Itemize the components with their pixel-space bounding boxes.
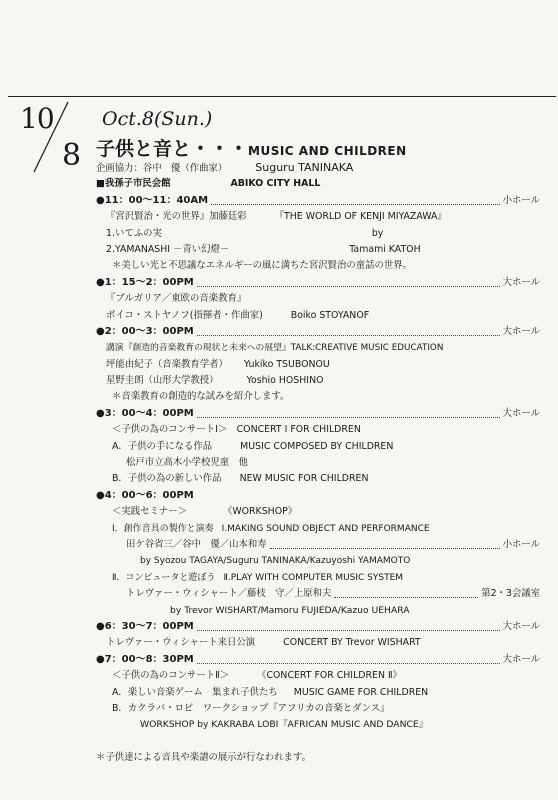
planning-en: Suguru TANINAKA bbox=[255, 161, 354, 174]
s6-line1: トレヴァー・ウィシャート来日公演 CONCERT BY Trevor WISHART bbox=[106, 637, 421, 649]
session-time: ●1：15〜2：00PM bbox=[96, 276, 194, 288]
s5-line1: ＜実践セミナー＞ 《WORKSHOP》 bbox=[112, 506, 298, 518]
planning-line bbox=[96, 160, 540, 176]
venue-jp: ■我孫子市民会館 bbox=[96, 178, 171, 190]
s4-line3: 松戸市立高木小学校児童 他 bbox=[126, 457, 248, 469]
s3-line1: 講演『創造的音楽教育の現状と未来への展望』TALK:CREATIVE MUSIC EDUCATION bbox=[106, 343, 444, 354]
date-month: 10 bbox=[20, 102, 54, 135]
date-day: 8 bbox=[62, 138, 82, 173]
s2-line2: ボイコ・ストヤノフ(指揮者・作曲家) Boiko STOYANOF bbox=[106, 309, 370, 321]
session-time: ●7：00〜8：30PM bbox=[96, 653, 194, 665]
s5-line7: by Trevor WISHART/Mamoru FUJIEDA/Kazuo UEHARA bbox=[170, 604, 410, 616]
s2-line1: 『ブルガリア／東欧の音楽教育』 bbox=[106, 293, 247, 305]
session-hall: 大ホール bbox=[502, 325, 540, 337]
session-time: ●4：00〜6：00PM bbox=[96, 489, 194, 501]
session-hall: 大ホール bbox=[502, 620, 540, 632]
title-jp: 子供と音と・・・ bbox=[96, 138, 249, 160]
s4-line1: ＜子供の為のコンサートⅠ＞ CONCERT Ⅰ FOR CHILDREN bbox=[112, 424, 361, 436]
s3-line4: ＊音楽教育の創造的な試みを紹介します。 bbox=[112, 391, 290, 403]
session-hall: 小ホール bbox=[502, 194, 540, 206]
venue-line bbox=[96, 176, 540, 192]
s3-line2: 坪能由紀子（音楽教育学者） Yukiko TSUBONOU bbox=[106, 358, 330, 370]
s5-line6: トレヴァー・ウィシャート／藤枝 守／上原和夫 第2・3会議室 bbox=[126, 588, 540, 600]
session-4-time bbox=[96, 406, 540, 422]
planning-jp: 企画協力：谷中 優（作曲家） bbox=[96, 163, 228, 174]
s4-line2: A．子供の手になる作品 MUSIC COMPOSED BY CHILDREN bbox=[112, 440, 394, 452]
session-time: ●2：00〜3：00PM bbox=[96, 325, 194, 337]
s1-line1: 『宮沢賢治・光の世界』加藤廷彩 『THE WORLD OF KENJI MIYAZAWA』 bbox=[106, 211, 447, 223]
s5-line2: Ⅰ．創作音具の製作と演奏 Ⅰ.MAKING SOUND OBJECT AND PERFORMANCE bbox=[112, 523, 430, 534]
s7-line2: A．楽しい音楽ゲーム 集まれ子供たち MUSIC GAME FOR CHILDREN bbox=[112, 686, 429, 698]
program-content bbox=[96, 108, 540, 766]
s7-line1: ＜子供の為のコンサートⅡ＞ 《CONCERT FOR CHILDREN Ⅱ》 bbox=[112, 670, 402, 682]
title-en: MUSIC AND CHILDREN bbox=[248, 144, 407, 158]
session-time: ●3：00〜4：00PM bbox=[96, 407, 194, 419]
session-hall: 大ホール bbox=[502, 407, 540, 419]
s7-line4: WORKSHOP by KAKRABA LOBI『AFRICAN MUSIC AND DANCE』 bbox=[140, 719, 428, 731]
session-hall: 大ホール bbox=[502, 653, 540, 665]
s5-line3: 田ケ谷省三／谷中 優／山本和寿 小ホール bbox=[126, 538, 540, 550]
s3-line3: 星野圭朗（山形大学教授） Yoshio HOSHINO bbox=[106, 375, 324, 387]
footer-note: ＊子供達による音具や楽譜の展示が行なわれます。 bbox=[96, 751, 311, 763]
session-time: ●11：00〜11：40AM bbox=[96, 194, 209, 206]
s4-line4: B．子供の為の新しい作品 NEW MUSIC FOR CHILDREN bbox=[112, 473, 369, 485]
session-3-time bbox=[96, 324, 540, 340]
event-title bbox=[96, 134, 540, 160]
session-2-time bbox=[96, 275, 540, 291]
session-5-time bbox=[96, 488, 540, 504]
session-time: ●6：30〜7：00PM bbox=[96, 620, 194, 632]
s1-line3: 2.YAMANASHI －青い幻燈－ Tamami KATOH bbox=[106, 243, 421, 255]
session-6-time bbox=[96, 619, 540, 635]
s1-line2: 1.いてふの実 by bbox=[106, 227, 384, 239]
date-block bbox=[10, 100, 92, 174]
s7-line3: B．カクラバ・ロビ ワークショップ『アフリカの音楽とダンス』 bbox=[112, 702, 390, 714]
session-1-time bbox=[96, 193, 540, 209]
s1-line4: ＊美しい光と不思議なエネルギーの風に満ちた宮沢賢治の童話の世界。 bbox=[112, 260, 413, 272]
event-date-en: Oct.8(Sun.) bbox=[102, 108, 213, 130]
s5-line5: Ⅱ．コンピュータと遊ぼう Ⅱ.PLAY WITH COMPUTER MUSIC SYSTEM bbox=[112, 572, 404, 583]
s5-line4: by Syozou TAGAYA/Suguru TANINAKA/Kazuyoshi YAMAMOTO bbox=[140, 556, 411, 567]
session-7-time bbox=[96, 652, 540, 668]
top-rule bbox=[8, 96, 556, 97]
venue-en: ABIKO CITY HALL bbox=[230, 178, 321, 190]
session-hall: 大ホール bbox=[502, 276, 540, 288]
